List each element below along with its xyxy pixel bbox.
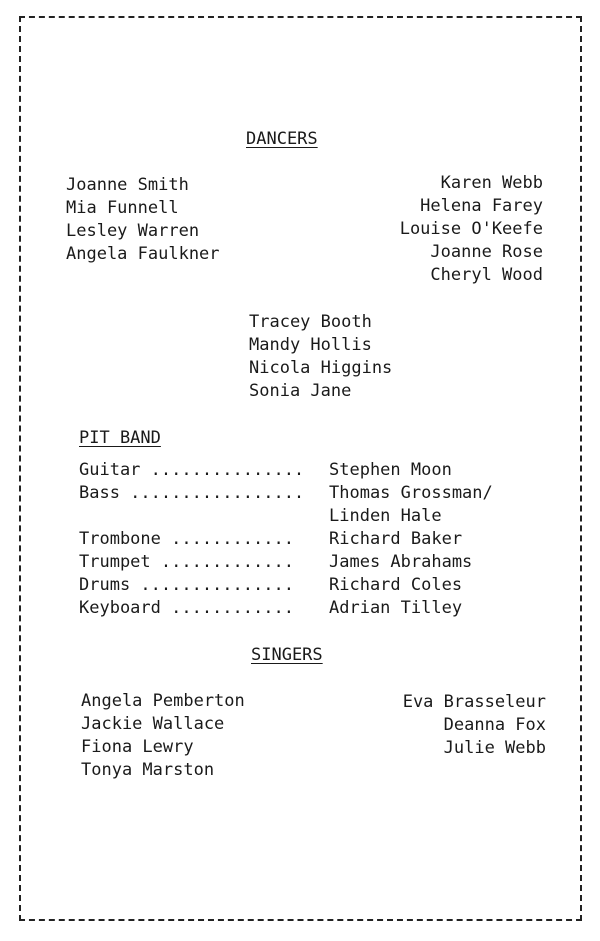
singers-left-list bbox=[81, 690, 245, 782]
instrument-label: Guitar ............... bbox=[79, 460, 305, 480]
table-row bbox=[79, 505, 493, 528]
table-row bbox=[79, 551, 493, 574]
instrument-label: Trumpet ............. bbox=[79, 552, 305, 572]
instrument-label bbox=[79, 505, 329, 528]
list-item: Deanna Fox bbox=[443, 715, 546, 735]
list-item: Julie Webb bbox=[443, 738, 546, 758]
list-item: Eva Brasseleur bbox=[402, 692, 546, 712]
list-item: Tracey Booth bbox=[249, 312, 372, 332]
singers-right-list bbox=[403, 691, 546, 760]
instrument-label: Drums ............... bbox=[79, 575, 305, 595]
list-item: Angela Faulkner bbox=[66, 244, 220, 264]
list-item: Joanne Rose bbox=[430, 242, 543, 262]
pit-band-heading: PIT BAND bbox=[79, 428, 161, 448]
list-item: Nicola Higgins bbox=[249, 358, 393, 378]
player-name: Thomas Grossman/ bbox=[329, 483, 493, 503]
table-row bbox=[79, 528, 493, 551]
dancers-heading: DANCERS bbox=[246, 129, 318, 149]
player-name: Linden Hale bbox=[329, 506, 442, 526]
list-item: Joanne Smith bbox=[66, 175, 189, 195]
player-name: Adrian Tilley bbox=[329, 598, 463, 618]
list-item: Mandy Hollis bbox=[249, 335, 372, 355]
instrument-label: Keyboard ............ bbox=[79, 598, 305, 618]
pit-band-list bbox=[79, 459, 493, 620]
instrument-label: Trombone ............ bbox=[79, 529, 305, 549]
dancers-right-list bbox=[400, 172, 543, 287]
list-item: Angela Pemberton bbox=[81, 691, 245, 711]
dancers-left-list bbox=[66, 174, 220, 266]
list-item: Fiona Lewry bbox=[81, 737, 194, 757]
player-name: Richard Baker bbox=[329, 529, 463, 549]
player-name: Richard Coles bbox=[329, 575, 463, 595]
list-item: Helena Farey bbox=[420, 196, 543, 216]
instrument-label: Bass ................. bbox=[79, 483, 305, 503]
table-row bbox=[79, 597, 493, 620]
list-item: Cheryl Wood bbox=[430, 265, 543, 285]
table-row bbox=[79, 574, 493, 597]
table-row bbox=[79, 459, 493, 482]
list-item: Sonia Jane bbox=[249, 381, 352, 401]
dancers-center-list bbox=[249, 311, 392, 403]
player-name: Stephen Moon bbox=[329, 460, 452, 480]
list-item: Louise O'Keefe bbox=[399, 219, 543, 239]
list-item: Lesley Warren bbox=[66, 221, 200, 241]
list-item: Jackie Wallace bbox=[81, 714, 225, 734]
list-item: Mia Funnell bbox=[66, 198, 179, 218]
singers-heading: SINGERS bbox=[251, 645, 323, 665]
player-name: James Abrahams bbox=[329, 552, 473, 572]
list-item: Tonya Marston bbox=[81, 760, 215, 780]
table-row bbox=[79, 482, 493, 505]
list-item: Karen Webb bbox=[440, 173, 543, 193]
